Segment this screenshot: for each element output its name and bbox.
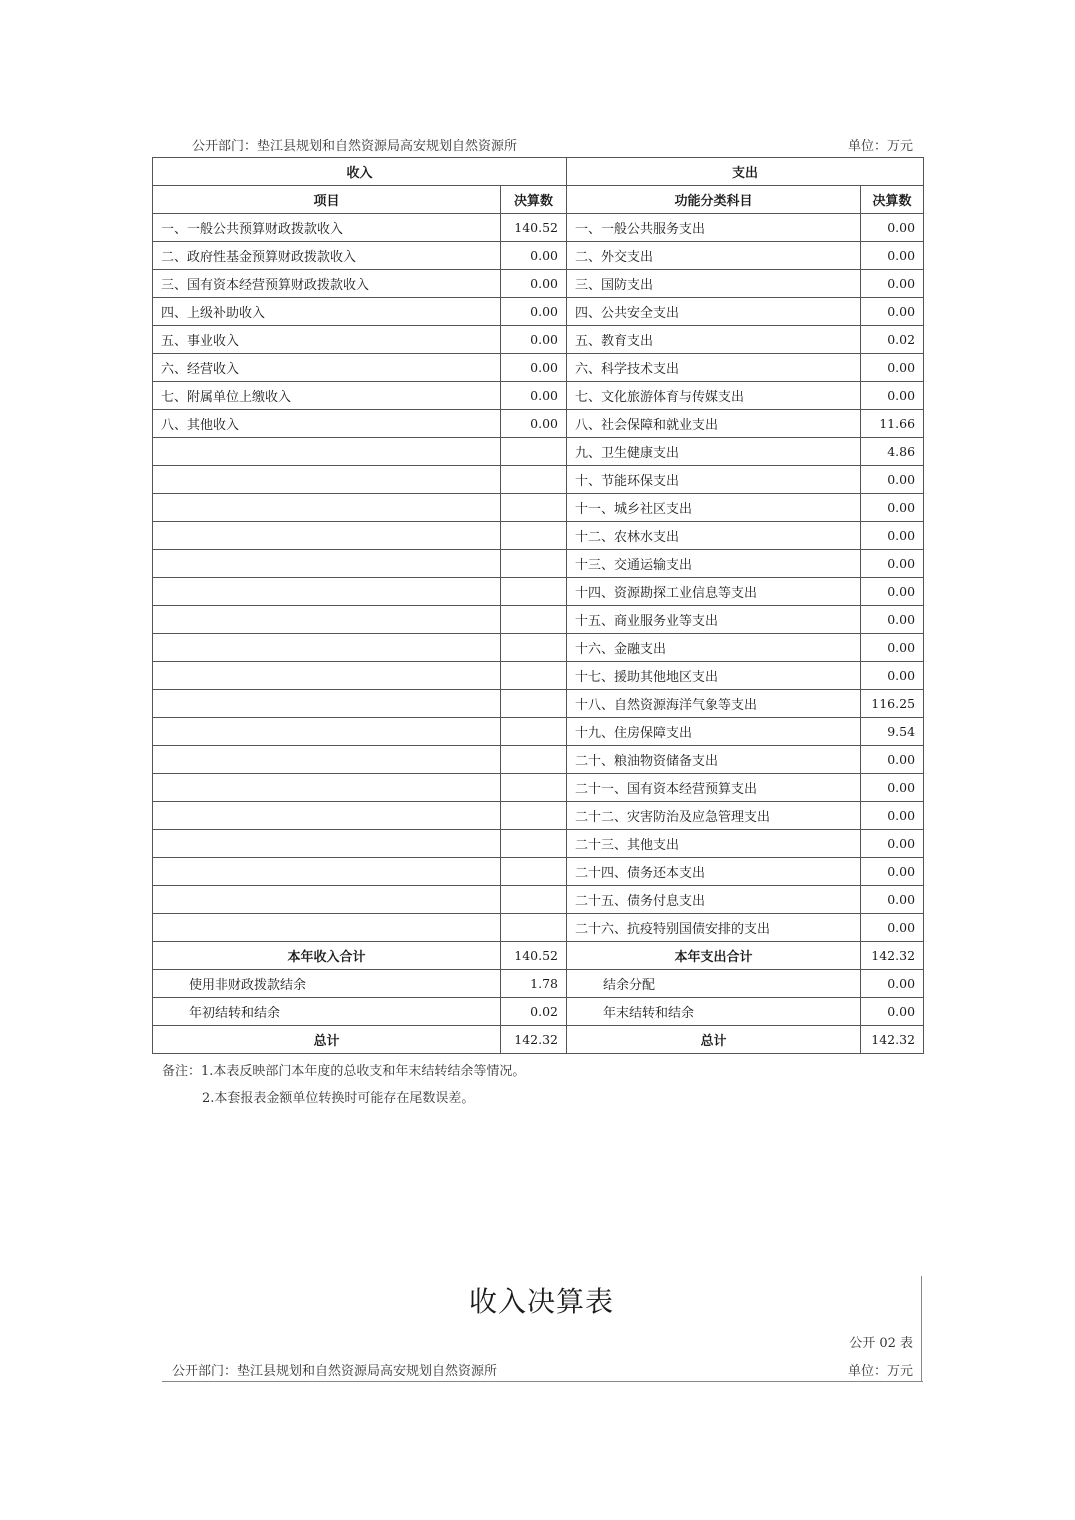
expense-item: 九、卫生健康支出 — [567, 438, 861, 466]
income-amount — [501, 522, 567, 550]
expense-item: 二十四、债务还本支出 — [567, 858, 861, 886]
table-row — [153, 886, 924, 914]
table-row — [153, 382, 924, 410]
table-row — [153, 270, 924, 298]
income-item: 八、其他收入 — [153, 410, 501, 438]
income-item — [153, 522, 501, 550]
income-amount: 0.00 — [501, 382, 567, 410]
expense-item: 二十六、抗疫特别国债安排的支出 — [567, 914, 861, 942]
income-amount — [501, 578, 567, 606]
expense-item: 三、国防支出 — [567, 270, 861, 298]
expense-amount: 0.00 — [861, 298, 924, 326]
note-1: 备注：1.本表反映部门本年度的总收支和年末结转结余等情况。 — [162, 1064, 526, 1079]
income-amount — [501, 830, 567, 858]
expense-item: 十、节能环保支出 — [567, 466, 861, 494]
expense-item: 四、公共安全支出 — [567, 298, 861, 326]
table-row — [153, 606, 924, 634]
income-item: 五、事业收入 — [153, 326, 501, 354]
income-amount — [501, 746, 567, 774]
table-row — [153, 746, 924, 774]
expense-item: 二十、粮油物资储备支出 — [567, 746, 861, 774]
expense-total-label: 本年支出合计 — [567, 942, 861, 970]
table-row — [153, 494, 924, 522]
income-item: 六、经营收入 — [153, 354, 501, 382]
income-amount — [501, 802, 567, 830]
table-row — [153, 718, 924, 746]
sheet-number: 公开 02 表 — [849, 1336, 913, 1351]
expense-item: 七、文化旅游体育与传媒支出 — [567, 382, 861, 410]
income-amount — [501, 914, 567, 942]
expense-amount: 0.00 — [861, 774, 924, 802]
expense-item: 二十三、其他支出 — [567, 830, 861, 858]
expense-balance: 0.00 — [861, 998, 924, 1026]
col-amount-out-header: 决算数 — [861, 186, 924, 214]
expense-total: 142.32 — [861, 942, 924, 970]
expense-balance-label: 年末结转和结余 — [567, 998, 861, 1026]
expense-amount: 0.00 — [861, 914, 924, 942]
income-header: 收入 — [153, 158, 567, 186]
section-header-row — [153, 158, 924, 186]
col-func-header: 功能分类科目 — [567, 186, 861, 214]
income-item — [153, 690, 501, 718]
expense-amount: 0.02 — [861, 326, 924, 354]
income-item: 一、一般公共预算财政拨款收入 — [153, 214, 501, 242]
income-item — [153, 578, 501, 606]
table-row — [153, 550, 924, 578]
expense-amount: 11.66 — [861, 410, 924, 438]
income-amount — [501, 774, 567, 802]
income-item — [153, 886, 501, 914]
income-item: 四、上级补助收入 — [153, 298, 501, 326]
expense-item: 八、社会保障和就业支出 — [567, 410, 861, 438]
expense-amount: 0.00 — [861, 242, 924, 270]
table-row — [153, 662, 924, 690]
income-item — [153, 718, 501, 746]
expense-item: 二、外交支出 — [567, 242, 861, 270]
income-amount: 140.52 — [501, 214, 567, 242]
expense-amount: 0.00 — [861, 830, 924, 858]
expense-amount: 0.00 — [861, 214, 924, 242]
income-item — [153, 634, 501, 662]
table-row — [153, 802, 924, 830]
income-amount — [501, 886, 567, 914]
expense-amount: 0.00 — [861, 886, 924, 914]
expense-item: 十一、城乡社区支出 — [567, 494, 861, 522]
expense-item: 十八、自然资源海洋气象等支出 — [567, 690, 861, 718]
income-total: 140.52 — [501, 942, 567, 970]
expense-item: 二十二、灾害防治及应急管理支出 — [567, 802, 861, 830]
table-row — [153, 690, 924, 718]
table-row — [153, 914, 924, 942]
table-row — [153, 410, 924, 438]
unit-label: 单位：万元 — [847, 139, 913, 154]
table-row — [153, 634, 924, 662]
income-item — [153, 830, 501, 858]
grand-total-out: 142.32 — [861, 1026, 924, 1054]
year-total-row — [153, 942, 924, 970]
table-row — [153, 830, 924, 858]
table-row — [153, 774, 924, 802]
income-balance-label: 年初结转和结余 — [153, 998, 501, 1026]
expense-amount: 9.54 — [861, 718, 924, 746]
table-row — [153, 438, 924, 466]
expense-amount: 0.00 — [861, 466, 924, 494]
expense-item: 五、教育支出 — [567, 326, 861, 354]
balance-row — [153, 998, 924, 1026]
table-frame-top — [162, 1381, 923, 1382]
table-row — [153, 214, 924, 242]
balance-row — [153, 970, 924, 998]
expense-amount: 0.00 — [861, 522, 924, 550]
income-amount — [501, 438, 567, 466]
income-amount: 0.00 — [501, 326, 567, 354]
income-balance: 0.02 — [501, 998, 567, 1026]
expense-item: 十七、援助其他地区支出 — [567, 662, 861, 690]
expense-amount: 0.00 — [861, 746, 924, 774]
expense-amount: 0.00 — [861, 354, 924, 382]
income-expense-table — [152, 157, 924, 1054]
grand-total-in-label: 总计 — [153, 1026, 501, 1054]
income-item — [153, 550, 501, 578]
expense-amount: 0.00 — [861, 270, 924, 298]
income-amount: 0.00 — [501, 242, 567, 270]
income-item — [153, 466, 501, 494]
income-amount: 0.00 — [501, 410, 567, 438]
expense-item: 十四、资源勘探工业信息等支出 — [567, 578, 861, 606]
expense-header: 支出 — [567, 158, 924, 186]
income-item: 二、政府性基金预算财政拨款收入 — [153, 242, 501, 270]
income-amount — [501, 494, 567, 522]
expense-amount: 0.00 — [861, 634, 924, 662]
income-item: 七、附属单位上缴收入 — [153, 382, 501, 410]
income-amount: 0.00 — [501, 354, 567, 382]
income-item — [153, 438, 501, 466]
expense-item: 十三、交通运输支出 — [567, 550, 861, 578]
income-item — [153, 774, 501, 802]
expense-item: 六、科学技术支出 — [567, 354, 861, 382]
income-amount — [501, 550, 567, 578]
expense-item: 十九、住房保障支出 — [567, 718, 861, 746]
expense-item: 一、一般公共服务支出 — [567, 214, 861, 242]
income-item — [153, 606, 501, 634]
expense-amount: 0.00 — [861, 578, 924, 606]
grand-total-out-label: 总计 — [567, 1026, 861, 1054]
income-amount: 0.00 — [501, 298, 567, 326]
expense-amount: 4.86 — [861, 438, 924, 466]
grand-total-row — [153, 1026, 924, 1054]
income-item: 三、国有资本经营预算财政拨款收入 — [153, 270, 501, 298]
department-line: 公开部门：垫江县规划和自然资源局高安规划自然资源所 — [192, 139, 518, 154]
expense-item: 十五、商业服务业等支出 — [567, 606, 861, 634]
expense-amount: 0.00 — [861, 858, 924, 886]
income-item — [153, 494, 501, 522]
expense-balance-label: 结余分配 — [567, 970, 861, 998]
expense-item: 十六、金融支出 — [567, 634, 861, 662]
table-row — [153, 298, 924, 326]
table-row — [153, 242, 924, 270]
income-amount — [501, 858, 567, 886]
department-line-2: 公开部门：垫江县规划和自然资源局高安规划自然资源所 — [172, 1364, 498, 1379]
income-amount — [501, 634, 567, 662]
expense-amount: 0.00 — [861, 494, 924, 522]
income-amount — [501, 690, 567, 718]
income-amount — [501, 662, 567, 690]
expense-amount: 116.25 — [861, 690, 924, 718]
unit-label-2: 单位：万元 — [847, 1364, 913, 1379]
expense-item: 二十五、债务付息支出 — [567, 886, 861, 914]
income-amount — [501, 718, 567, 746]
expense-item: 十二、农林水支出 — [567, 522, 861, 550]
income-item — [153, 858, 501, 886]
page-title: 收入决算表 — [468, 1285, 614, 1318]
expense-amount: 0.00 — [861, 802, 924, 830]
income-item — [153, 746, 501, 774]
col-item-header: 项目 — [153, 186, 501, 214]
income-balance: 1.78 — [501, 970, 567, 998]
income-amount — [501, 466, 567, 494]
income-item — [153, 662, 501, 690]
grand-total-in: 142.32 — [501, 1026, 567, 1054]
expense-amount: 0.00 — [861, 382, 924, 410]
table-row — [153, 578, 924, 606]
income-item — [153, 802, 501, 830]
income-total-label: 本年收入合计 — [153, 942, 501, 970]
table-row — [153, 466, 924, 494]
income-balance-label: 使用非财政拨款结余 — [153, 970, 501, 998]
income-amount — [501, 606, 567, 634]
table-row — [153, 326, 924, 354]
expense-amount: 0.00 — [861, 662, 924, 690]
table-row — [153, 522, 924, 550]
income-item — [153, 914, 501, 942]
table-row — [153, 354, 924, 382]
note-2: 2.本套报表金额单位转换时可能存在尾数误差。 — [202, 1091, 475, 1106]
expense-item: 二十一、国有资本经营预算支出 — [567, 774, 861, 802]
column-header-row — [153, 186, 924, 214]
expense-amount: 0.00 — [861, 606, 924, 634]
expense-balance: 0.00 — [861, 970, 924, 998]
table-row — [153, 858, 924, 886]
income-amount: 0.00 — [501, 270, 567, 298]
col-amount-in-header: 决算数 — [501, 186, 567, 214]
expense-amount: 0.00 — [861, 550, 924, 578]
